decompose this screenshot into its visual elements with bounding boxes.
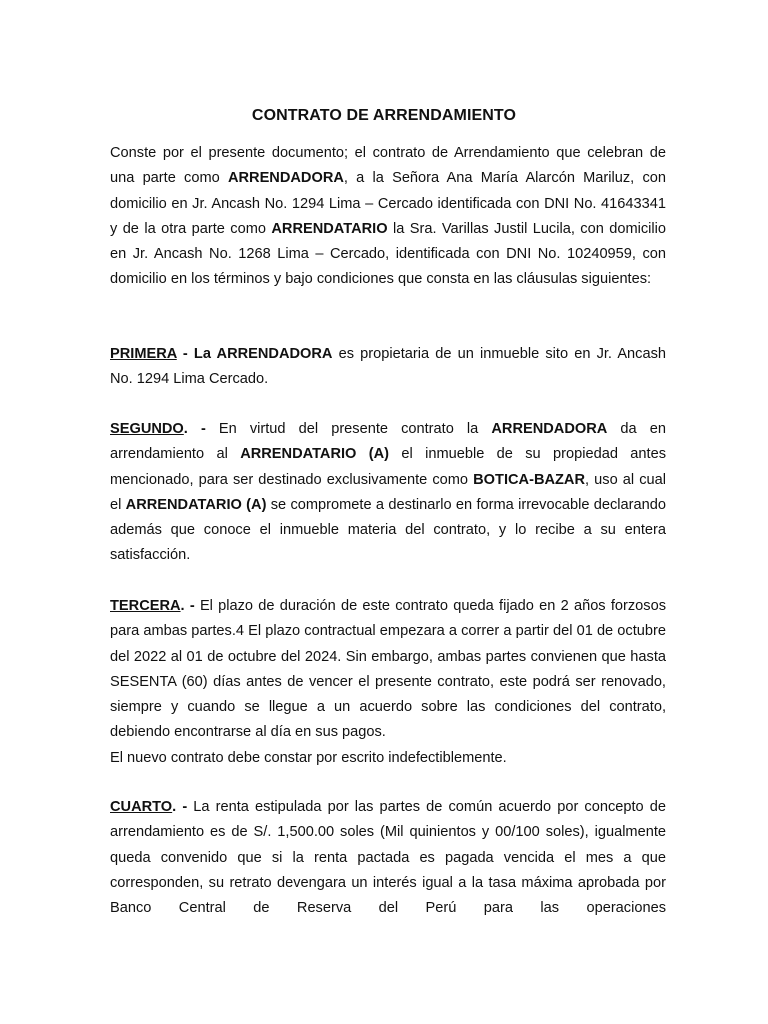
clause-segundo-heading: SEGUNDO [110, 421, 184, 437]
clause-primera-text: es propietaria de un inmueble sito en Jr. Ancash No. 1294 Lima Cercado. [110, 346, 666, 388]
intro-paragraph [110, 141, 666, 293]
intro-text-3: la Sra. Varillas Justil Lucila, con domicilio en Jr. Ancash No. 1268 Lima – Cercado, identificada con DNI No. 10240959, con domicilio en los términos y bajo condiciones que consta en las cláusulas siguientes: [110, 220, 666, 288]
clause-segundo-text-3: el inmueble de su propiedad antes mencionado, para ser destinado exclusivamente como [110, 446, 667, 488]
clause-segundo-bold-4: ARRENDATARIO (A) [125, 496, 267, 513]
clause-segundo-text-4: , uso al cual el [110, 471, 666, 513]
clause-segundo-text-2: da en arrendamiento al [110, 421, 666, 463]
clause-segundo-text-1: En virtud del presente contrato la [218, 421, 492, 437]
clause-cuarto-text: La renta estipulada por las partes de común acuerdo por concepto de arrendamiento es de S/. 1,500.00 soles (Mil quinientos y 00/100 soles), igualmente queda convenido que si la renta pactada es pagada vencida el mes a que corresponden, su retrato devengara un interés igual a la tasa máxima aprobada por Banco Central de Reserva del Perú para las operaciones [110, 799, 666, 917]
clause-tercera [110, 594, 666, 771]
clause-segundo-text-5: se compromete a destinarlo en forma irrevocable declarando además que conoce el inmueble materia del contrato, y lo recibe a su entera satisfacción. [110, 496, 666, 564]
clause-tercera-text-2: El nuevo contrato debe constar por escrito indefectiblemente. [110, 749, 507, 766]
intro-bold-arrendatario: ARRENDATARIO [271, 220, 388, 237]
clause-segundo-sep: . - [183, 421, 219, 437]
clause-primera-sep: - [176, 346, 194, 362]
intro-bold-arrendadora: ARRENDADORA [227, 170, 344, 187]
clause-segundo-bold-2: ARRENDATARIO (A) [240, 446, 390, 463]
clause-segundo-bold-1: ARRENDADORA [491, 421, 608, 437]
clause-tercera-text-1: El plazo de duración de este contrato queda fijado en 2 años forzosos para ambas partes.4 El plazo contractual empezara a correr a partir del 01 de octubre del 2022 al 01 de octubre del 2024. Sin embargo, ambas partes convienen que hasta SESENTA (60) días antes de vencer el presente contrato, este podrá ser renovado, siempre y cuando se llegue a un acuerdo sobre las condiciones del contrato, debiendo encontrarse al día en sus pagos. [110, 598, 666, 741]
document-title: CONTRATO DE ARRENDAMIENTO [251, 107, 517, 124]
clause-segundo [110, 417, 666, 569]
clause-primera [110, 342, 666, 393]
clause-segundo-bold-3: BOTICA-BAZAR [473, 471, 586, 488]
intro-text-1: Conste por el presente documento; el contrato de Arrendamiento que celebran de una parte como [110, 145, 666, 187]
clause-tercera-sep: . - [180, 598, 200, 614]
clause-cuarto-sep: . - [172, 799, 194, 815]
clause-tercera-heading: TERCERA [110, 598, 181, 614]
clause-cuarto [110, 795, 666, 921]
clause-cuarto-heading: CUARTO [110, 799, 173, 815]
clause-primera-bold: La ARRENDADORA [193, 346, 333, 362]
intro-text-2: , a la Señora Ana María Alarcón Mariluz, con domicilio en Jr. Ancash No. 1294 Lima – Cercado identificada con DNI No. 41643341 y de la otra parte como [110, 170, 666, 237]
clause-primera-heading: PRIMERA [110, 346, 177, 362]
